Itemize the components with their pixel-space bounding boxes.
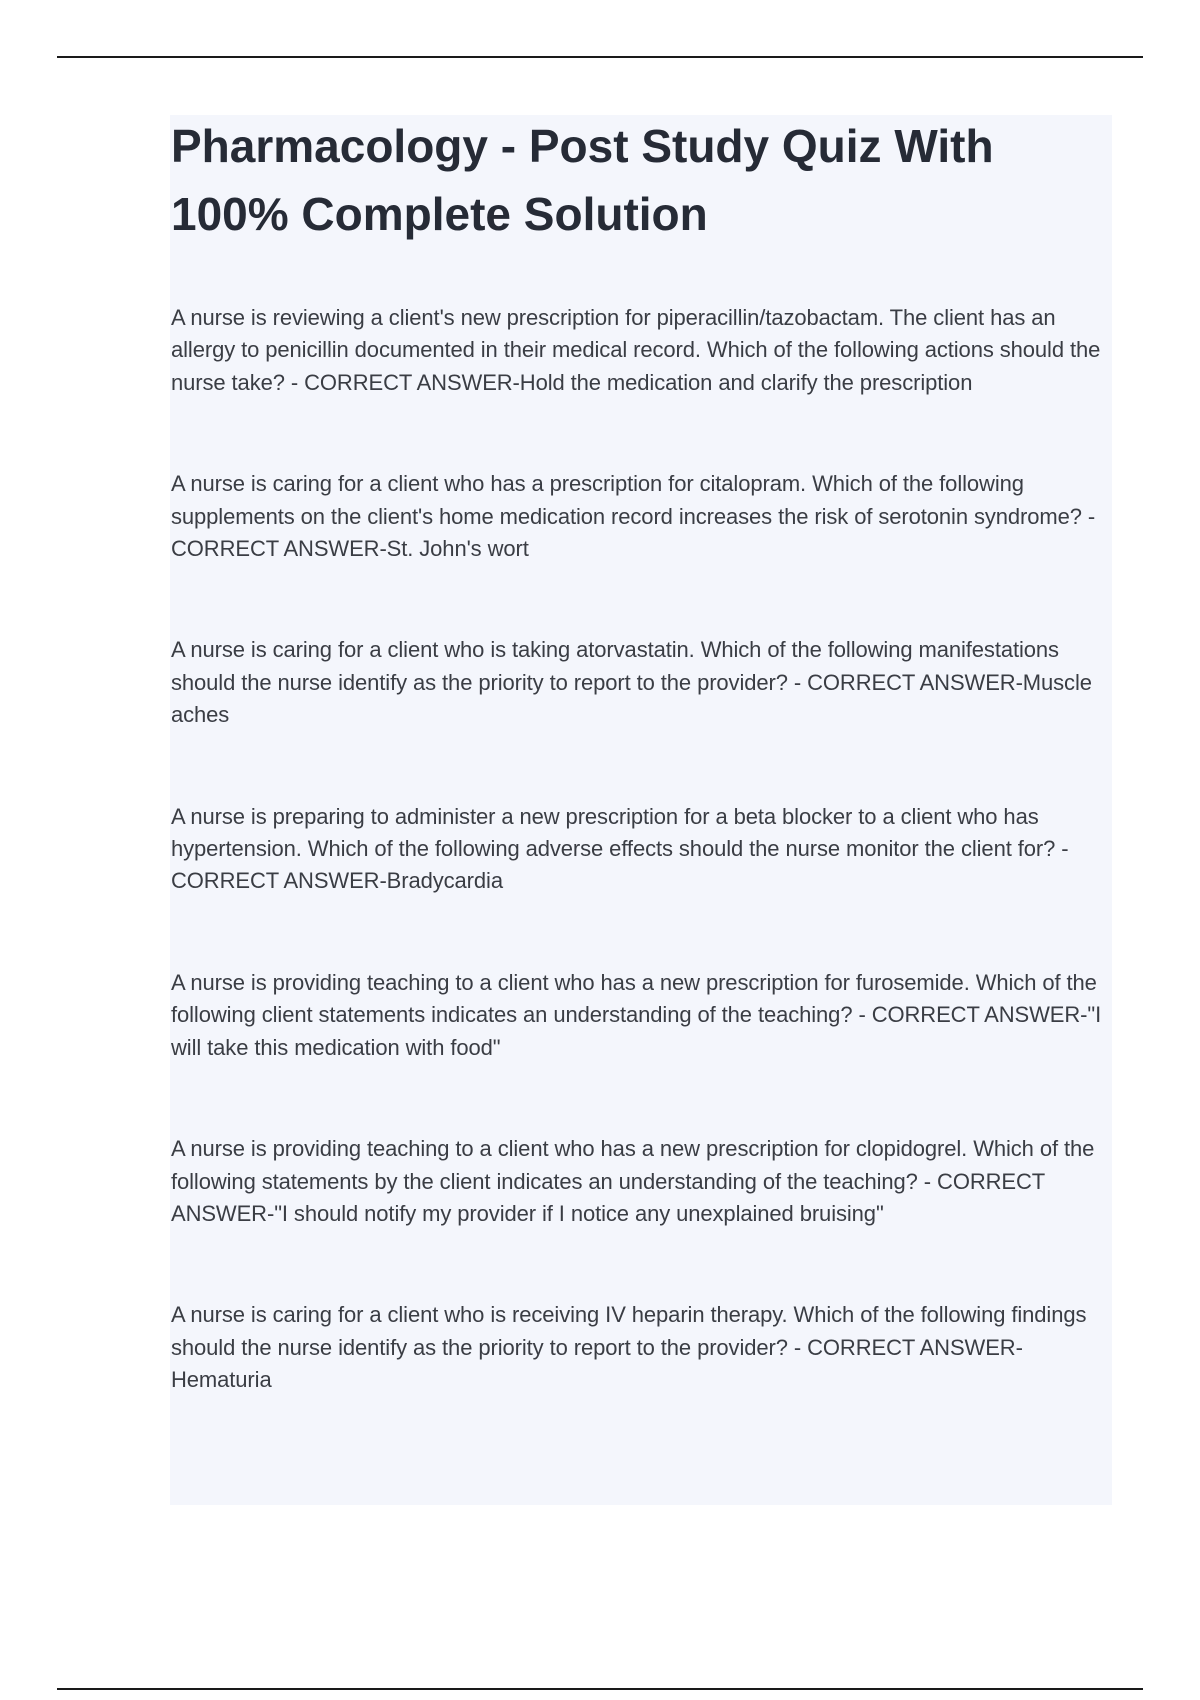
question-item: A nurse is caring for a client who is taking atorvastatin. Which of the following manifestations should the nurse identify as the priority to report to the provider? - CORRECT ANSWER-Muscle aches (171, 637, 1092, 728)
question-item: A nurse is providing teaching to a client who has a new prescription for furosemide. Which of the following client statements indicates an understanding of the teaching? - CORRECT ANSWER-"I will take this medication with food" (171, 969, 1102, 1060)
question-list (171, 302, 1111, 1397)
top-rule (57, 56, 1143, 58)
question-item: A nurse is reviewing a client's new prescription for piperacillin/tazobactam. The client has an allergy to penicillin documented in their medical record. Which of the following actions should the nurse take? - CORRECT ANSWER-Hold the medication and clarify the prescription (171, 305, 1101, 395)
question-item: A nurse is providing teaching to a client who has a new prescription for clopidogrel. Which of the following statements by the client indicates an understanding of the teaching? - CORRECT ANSWER-"I should notify my provider if I notice any unexplained bruising" (171, 1136, 1095, 1226)
question-item: A nurse is caring for a client who has a prescription for citalopram. Which of the following supplements on the client's home medication record increases the risk of serotonin syndrome? - CORRECT ANSWER-St. John's wort (171, 471, 1096, 562)
bottom-rule (57, 1688, 1143, 1690)
document-title: Pharmacology - Post Study Quiz With 100% Complete Solution (171, 120, 994, 240)
question-item: A nurse is caring for a client who is receiving IV heparin therapy. Which of the following findings should the nurse identify as the priority to report to the provider? - CORRECT ANSWER-Hematuria (171, 1302, 1087, 1393)
question-item: A nurse is preparing to administer a new prescription for a beta blocker to a client who has hypertension. Which of the following adverse effects should the nurse monitor the client for? - CORRECT ANSWER-Bradycardia (171, 803, 1069, 894)
